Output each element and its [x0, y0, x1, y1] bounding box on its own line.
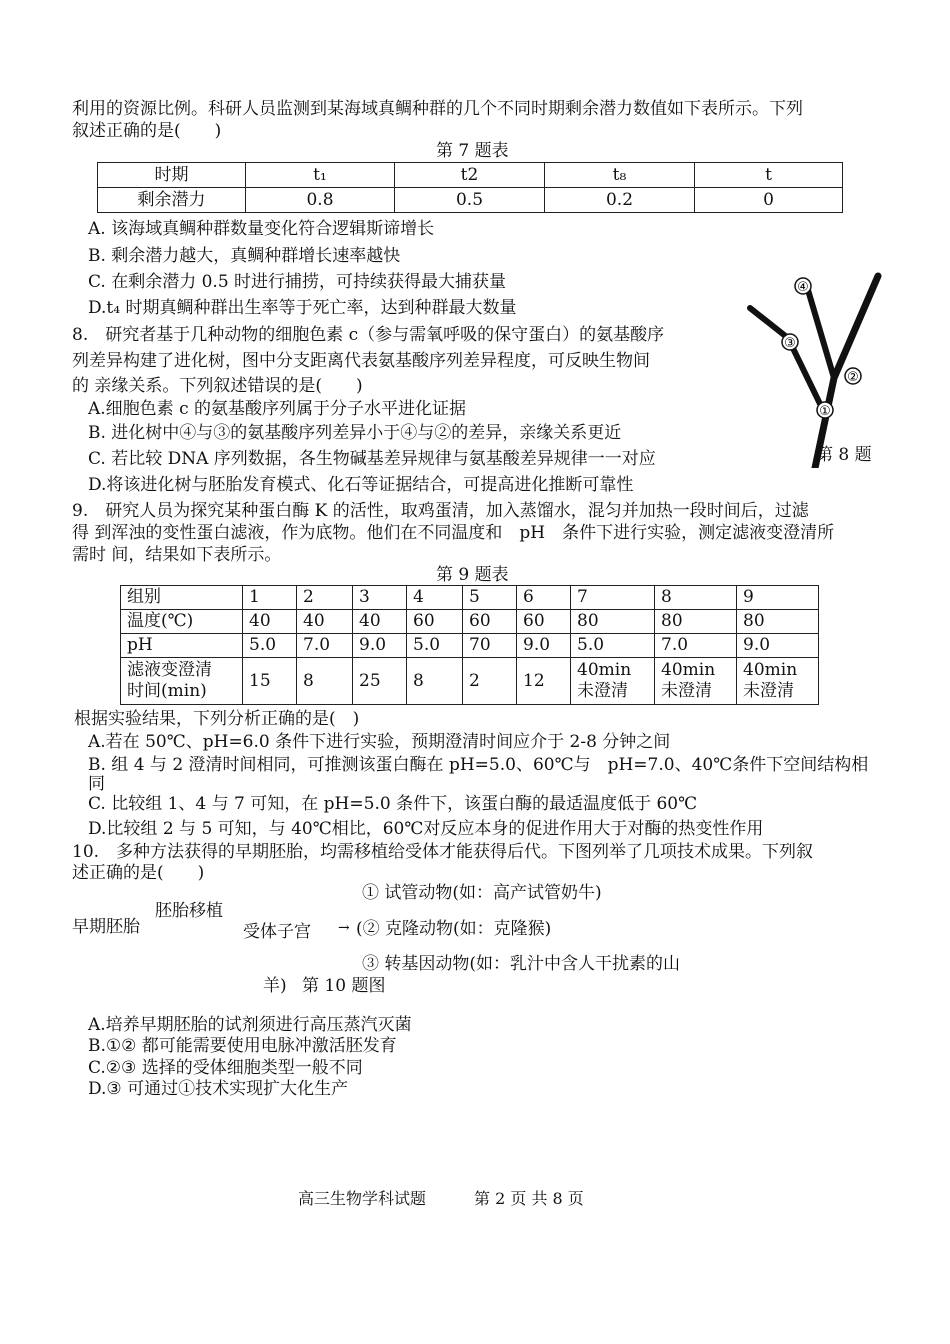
q7-value-cell: 0 — [695, 188, 843, 213]
q7-option-a: A. 该海域真鲷种群数量变化符合逻辑斯谛增长 — [88, 219, 435, 239]
q9-cell: 5.0 — [243, 634, 297, 658]
q8-figure-caption: 第 8 题 — [816, 445, 872, 465]
q9-cell: 60 — [517, 610, 571, 634]
q8-option-a: A.细胞色素 c 的氨基酸序列属于分子水平进化证据 — [88, 399, 467, 419]
q7-header-cell: t₈ — [545, 163, 695, 188]
q7-value-row — [98, 188, 843, 213]
q9-cell: 8 — [407, 658, 463, 705]
q9-option-c: C. 比较组 1、4 与 7 可知，在 pH=5.0 条件下，该蛋白酶的最适温度低于 60℃ — [88, 794, 698, 814]
q9-cell: 40 — [353, 610, 407, 634]
q9-cell: 40min 未澄清 — [571, 658, 655, 705]
q10-figure-caption: 第 10 题图 — [302, 976, 386, 996]
q9-cell: 1 — [243, 586, 297, 610]
q9-analysis-stem: 根据实验结果，下列分析正确的是( ) — [74, 709, 360, 729]
q9-cell: 5.0 — [571, 634, 655, 658]
q7-option-b: B. 剩余潜力越大，真鲷种群增长速率越快 — [88, 246, 401, 266]
tree-branch-4 — [808, 290, 834, 378]
q9-cell: 40min 未澄清 — [737, 658, 819, 705]
q9-cell: 40 — [297, 610, 353, 634]
q7-value-cell: 0.2 — [545, 188, 695, 213]
q7-header-row — [98, 163, 843, 188]
q10-option-d: D.③ 可通过①技术实现扩大化生产 — [88, 1079, 349, 1099]
q10-stem-line-2: 述正确的是( ) — [72, 863, 205, 883]
q9-option-a: A.若在 50℃、pH=6.0 条件下进行实验，预期澄清时间应介于 2-8 分钟之间 — [88, 732, 671, 752]
node-2-label: ② — [847, 370, 859, 385]
q7-table-caption: 第 7 题表 — [436, 141, 509, 161]
q9-cell: 5 — [463, 586, 517, 610]
node-4-label: ④ — [797, 280, 809, 295]
q9-cell: 9 — [737, 586, 819, 610]
q9-option-b-cont: 同 — [88, 774, 105, 794]
q9-cell: 15 — [243, 658, 297, 705]
q9-group-row — [121, 586, 819, 610]
q8-stem-line-3: 的 亲缘关系。下列叙述错误的是( ) — [72, 376, 363, 396]
q9-option-d: D.比较组 2 与 5 可知，与 40℃相比，60℃对反应本身的促进作用大于对酶的热变性作用 — [88, 819, 764, 839]
q8-option-c: C. 若比较 DNA 序列数据，各生物碱基差异规律与氨基酸差异规律一一对应 — [88, 449, 656, 469]
q10-option-a: A.培养早期胚胎的试剂须进行高压蒸汽灭菌 — [88, 1015, 412, 1035]
q9-cell: 8 — [297, 658, 353, 705]
q9-cell: 40 — [243, 610, 297, 634]
q9-cell: 80 — [571, 610, 655, 634]
q9-cell: 40min 未澄清 — [655, 658, 737, 705]
q9-cell: 9.0 — [517, 634, 571, 658]
node-1-label: ① — [819, 404, 831, 419]
q9-cell: 25 — [353, 658, 407, 705]
q9-table — [120, 585, 819, 705]
tree-branch-3 — [750, 308, 822, 408]
q9-stem-line-2: 得 到浑浊的变性蛋白滤液，作为底物。他们在不同温度和 pH 条件下进行实验，测定滤液变澄清所 — [72, 523, 835, 543]
q9-row-label: 组别 — [121, 586, 243, 610]
q8-option-d: D.将该进化树与胚胎发育模式、化石等证据结合，可提高进化推断可靠性 — [88, 475, 634, 495]
q9-cell: 7.0 — [655, 634, 737, 658]
q9-cell: 4 — [407, 586, 463, 610]
footer-page-number: 第 2 页 共 8 页 — [474, 1189, 584, 1208]
q9-cell: 12 — [517, 658, 571, 705]
q9-option-b: B. 组 4 与 2 澄清时间相同，可推测该蛋白酶在 pH=5.0、60℃与 pH=7.0、40℃条件下空间结构相 — [88, 755, 869, 775]
q9-row-label: pH — [121, 634, 243, 658]
q9-time-row — [121, 658, 819, 705]
q9-temperature-row — [121, 610, 819, 634]
q9-cell: 2 — [297, 586, 353, 610]
q7-header-cell: t₁ — [246, 163, 395, 188]
q7-option-c: C. 在剩余潜力 0.5 时进行捕捞，可持续获得最大捕获量 — [88, 272, 507, 292]
q9-cell: 9.0 — [353, 634, 407, 658]
q9-cell: 3 — [353, 586, 407, 610]
q7-value-cell: 0.8 — [246, 188, 395, 213]
q9-cell: 8 — [655, 586, 737, 610]
q9-cell: 80 — [737, 610, 819, 634]
q7-option-d: D.t₄ 时期真鲷种群出生率等于死亡率，达到种群最大数量 — [88, 298, 517, 318]
q7-header-cell: t — [695, 163, 843, 188]
q9-stem-line-3: 需时 间，结果如下表所示。 — [72, 545, 282, 565]
q8-option-b: B. 进化树中④与③的氨基酸序列差异小于④与②的差异，亲缘关系更近 — [88, 423, 622, 443]
q8-evolution-tree — [730, 268, 890, 468]
q9-cell: 60 — [407, 610, 463, 634]
q9-cell: 80 — [655, 610, 737, 634]
q10-option-b: B.①② 都可能需要使用电脉冲激活胚发育 — [88, 1036, 397, 1056]
q7-table — [97, 162, 843, 213]
q7-header-cell: t2 — [395, 163, 545, 188]
q7-header-cell: 时期 — [98, 163, 246, 188]
q9-row-label: 温度(℃) — [121, 610, 243, 634]
q9-stem-line-1: 9. 研究人员为探究某种蛋白酶 K 的活性，取鸡蛋清，加入蒸馏水，混匀并加热一段时间后，过滤 — [72, 501, 809, 521]
q9-table-caption: 第 9 题表 — [436, 565, 509, 585]
node-3-label: ③ — [784, 336, 796, 351]
q9-cell: 2 — [463, 658, 517, 705]
q9-cell: 9.0 — [737, 634, 819, 658]
q8-stem-line-1: 8. 研究者基于几种动物的细胞色素 c（参与需氧呼吸的保守蛋白）的氨基酸序 — [72, 325, 665, 345]
q8-stem-line-2: 列差异构建了进化树，图中分支距离代表氨基酸序列差异程度，可反映生物间 — [72, 351, 650, 371]
q9-ph-row — [121, 634, 819, 658]
q9-cell: 5.0 — [407, 634, 463, 658]
q7-value-cell: 0.5 — [395, 188, 545, 213]
q7-value-cell: 剩余潜力 — [98, 188, 246, 213]
q9-cell: 7.0 — [297, 634, 353, 658]
q9-row-label: 滤液变澄清 时间(min) — [121, 658, 243, 705]
q10-recipient-uterus-label: 受体子宫 — [243, 922, 311, 942]
q10-item-1: ① 试管动物(如：高产试管奶牛) — [362, 883, 602, 903]
q9-cell: 6 — [517, 586, 571, 610]
q10-item-2: (② 克隆动物(如：克隆猴) — [356, 919, 552, 939]
q9-cell: 7 — [571, 586, 655, 610]
q10-option-c: C.②③ 选择的受体细胞类型一般不同 — [88, 1058, 363, 1078]
q10-item-3: ③ 转基因动物(如：乳汁中含人干扰素的山 — [362, 954, 681, 974]
intro-line-2: 叙述正确的是( ) — [72, 121, 222, 141]
intro-line-1: 利用的资源比例。科研人员监测到某海域真鲷种群的几个不同时期剩余潜力数值如下表所示。下列 — [72, 99, 803, 119]
q10-embryo-transfer-label: 胚胎移植 — [155, 901, 223, 921]
q9-cell: 70 — [463, 634, 517, 658]
arrow-right-icon: → — [338, 920, 350, 936]
footer-subject: 高三生物学科试题 — [298, 1189, 427, 1208]
q10-stem-line-1: 10. 多种方法获得的早期胚胎，均需移植给受体才能获得后代。下图列举了几项技术成果。下列叙 — [72, 842, 814, 862]
q10-early-embryo-label: 早期胚胎 — [72, 917, 140, 937]
q10-item-3-cont: 羊) — [263, 976, 287, 996]
q9-cell: 60 — [463, 610, 517, 634]
